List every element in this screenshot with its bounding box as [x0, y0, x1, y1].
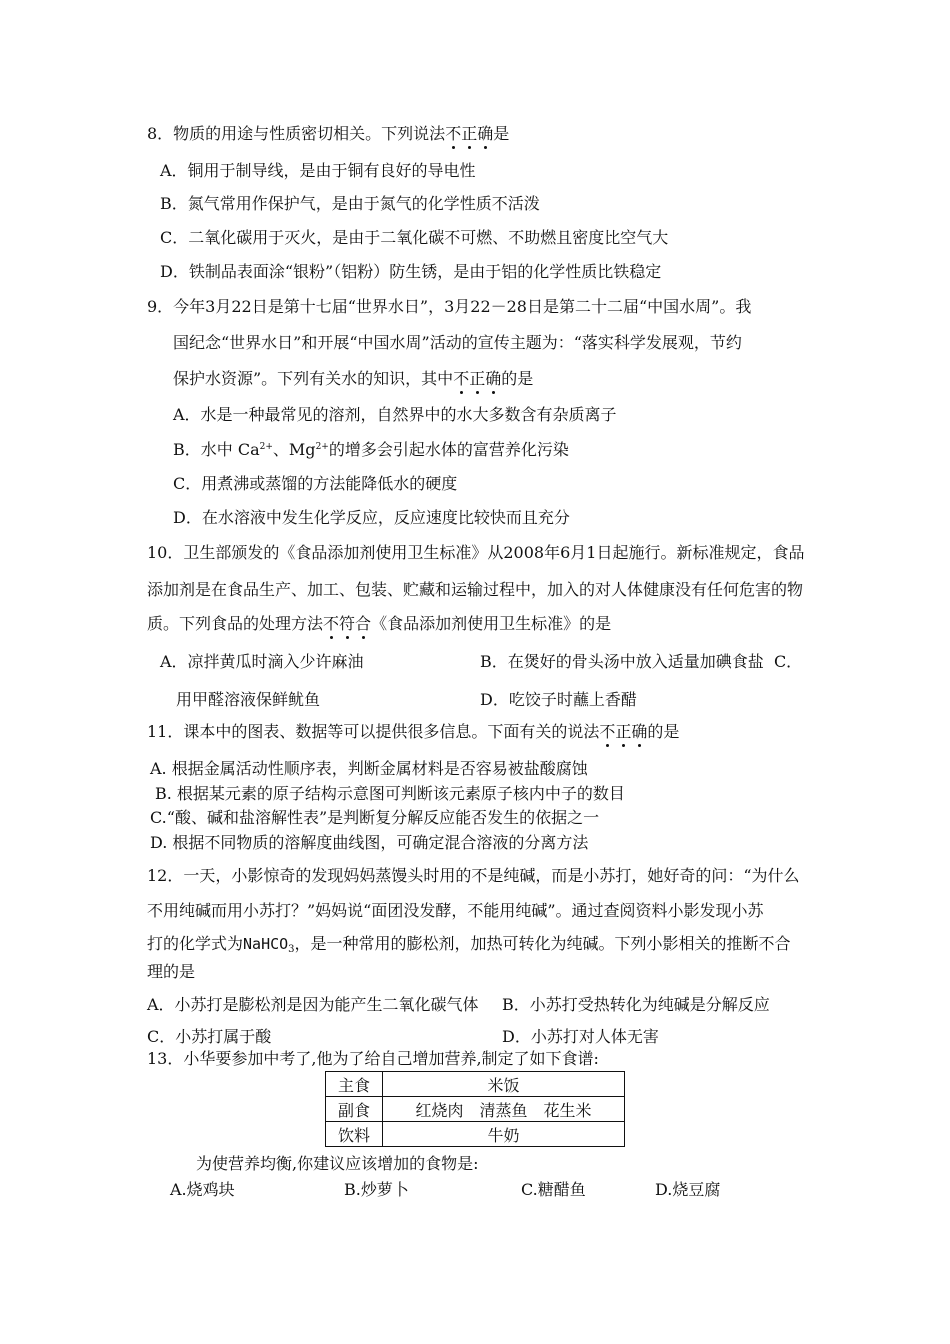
q11-option-d: D. 根据不同物质的溶解度曲线图，可确定混合溶液的分离方法 — [150, 833, 589, 852]
q9-stem-line2: 国纪念“世界水日”和开展“中国水周”活动的宣传主题为：“落实科学发展观，节约 — [173, 333, 742, 352]
q12-stem-text: ，是一种常用的膨松剂，加热可转化为纯碱。下列小影相关的推断不合 — [294, 934, 791, 953]
q11-option-b: B. 根据某元素的原子结构示意图可判断该元素原子核内中子的数目 — [155, 784, 625, 803]
q12-option-a: A．小苏打是膨松剂是因为能产生二氧化碳气体 — [147, 995, 479, 1014]
q10-b-text: B．在煲好的骨头汤中放入适量加碘食盐 — [480, 652, 764, 671]
q10-option-a: A．凉拌黄瓜时滴入少许麻油 — [160, 652, 364, 671]
table-row — [326, 1097, 625, 1122]
menu-category: 饮料 — [326, 1122, 383, 1147]
q10-c-label: C． — [773, 652, 803, 671]
q11-option-a: A. 根据金属活动性顺序表，判断金属材料是否容易被盐酸腐蚀 — [150, 759, 588, 778]
table-row — [326, 1122, 625, 1147]
q13-option-a: A.烧鸡块 — [170, 1180, 235, 1199]
menu-category: 主食 — [326, 1072, 383, 1097]
q9-stem-tail: 的是 — [501, 369, 534, 388]
table-row — [326, 1072, 625, 1097]
q12-stem-line4: 理的是 — [147, 962, 196, 981]
emph-char: 合 — [355, 614, 372, 633]
q8-option-a: A．铜用于制导线，是由于铜有良好的导电性 — [160, 161, 476, 180]
emph-char: 确 — [631, 722, 648, 741]
chemical-formula: NaHCO — [243, 935, 289, 953]
menu-table — [325, 1071, 625, 1147]
q12-option-b: B．小苏打受热转化为纯碱是分解反应 — [502, 995, 770, 1014]
ion-charge: 2+ — [315, 442, 329, 452]
menu-items — [383, 1097, 625, 1122]
menu-food: 牛奶 — [487, 1125, 520, 1145]
q10-stem-text: 质。下列食品的处理方法 — [147, 614, 324, 633]
q12-stem-text: 打的化学式为 — [147, 934, 244, 953]
q12-stem-line1: 12．一天，小影惊奇的发现妈妈蒸馒头时用的不是纯碱，而是小苏打，她好奇的问：“为什么 — [147, 866, 800, 885]
emph-char: 正 — [469, 369, 486, 388]
q12-stem-line3 — [147, 934, 791, 957]
emph-char: 不 — [453, 369, 470, 388]
emph-char: 正 — [615, 722, 632, 741]
q8-stem — [147, 124, 509, 144]
q12-option-d: D．小苏打对人体无害 — [502, 1027, 659, 1046]
q8-stem-text: 8．物质的用途与性质密切相关。下列说法 — [147, 124, 446, 143]
q9-b-text: B．水中 Ca — [173, 440, 260, 459]
q12-option-c: C．小苏打属于酸 — [147, 1027, 272, 1046]
menu-items — [383, 1072, 625, 1097]
q11-stem-text: 11．课本中的图表、数据等可以提供很多信息。下面有关的说法 — [147, 722, 600, 741]
emph-char: 确 — [485, 369, 502, 388]
q9-stem-line3 — [173, 369, 533, 389]
formula-subscript: 3 — [288, 944, 295, 955]
q9-option-c: C．用煮沸或蒸馏的方法能降低水的硬度 — [173, 474, 458, 493]
menu-food: 米饭 — [487, 1075, 520, 1095]
emph-char: 不 — [599, 722, 616, 741]
q9-option-b — [173, 440, 569, 460]
q9-stem-text: 保护水资源”。下列有关水的知识，其中 — [173, 369, 454, 388]
q9-option-d: D．在水溶液中发生化学反应，反应速度比较快而且充分 — [173, 508, 570, 527]
menu-items — [383, 1122, 625, 1147]
q10-stem-tail: 《食品添加剂使用卫生标准》的是 — [371, 614, 612, 633]
menu-food: 红烧肉 — [415, 1100, 464, 1120]
q9-option-a: A．水是一种最常见的溶剂，自然界中的水大多数含有杂质离子 — [173, 405, 617, 424]
q13-stem: 13．小华要参加中考了,他为了给自己增加营养,制定了如下食谱: — [147, 1049, 599, 1068]
emph-char: 正 — [461, 124, 478, 143]
q9-stem-line1: 9．今年3月22日是第十七届“世界水日”，3月22－28日是第二十二届“中国水周”。我 — [147, 297, 752, 316]
menu-food: 清蒸鱼 — [479, 1100, 528, 1120]
q12-stem-line2: 不用纯碱而用小苏打？”妈妈说“面团没发酵，不能用纯碱”。通过查阅资料小影发现小苏 — [147, 901, 764, 920]
q11-stem — [147, 722, 679, 742]
emph-char: 不 — [323, 614, 340, 633]
q9-b-text: 的增多会引起水体的富营养化污染 — [328, 440, 569, 459]
menu-food: 花生米 — [543, 1100, 592, 1120]
menu-category: 副食 — [326, 1097, 383, 1122]
q10-stem-line1: 10．卫生部颁发的《食品添加剂使用卫生标准》从2008年6月1日起施行。新标准规定，食品 — [147, 543, 805, 562]
q8-option-b: B．氮气常用作保护气，是由于氮气的化学性质不活泼 — [160, 194, 540, 213]
emph-char: 不 — [445, 124, 462, 143]
q11-stem-tail: 的是 — [647, 722, 680, 741]
q11-option-c: C.“酸、碱和盐溶解性表”是判断复分解反应能否发生的依据之一 — [150, 808, 600, 827]
q10-stem-line2: 添加剂是在食品生产、加工、包装、贮藏和运输过程中，加入的对人体健康没有任何危害的物 — [147, 580, 804, 599]
q8-option-c: C．二氧化碳用于灭火，是由于二氧化碳不可燃、不助燃且密度比空气大 — [160, 228, 669, 247]
q8-stem-tail: 是 — [493, 124, 510, 143]
ion-charge: 2+ — [259, 442, 273, 452]
q8-option-d: D．铁制品表面涂“银粉”（铝粉）防生锈，是由于铝的化学性质比铁稳定 — [160, 262, 662, 281]
q10-option-c: 用甲醛溶液保鲜鱿鱼 — [176, 690, 321, 709]
q13-option-b: B.炒萝卜 — [344, 1180, 409, 1199]
emph-char: 符 — [339, 614, 356, 633]
q10-stem-line3 — [147, 614, 611, 634]
q9-b-text: 、Mg — [272, 440, 316, 459]
emph-char: 确 — [477, 124, 494, 143]
q13-option-c: C.糖醋鱼 — [521, 1180, 586, 1199]
q10-option-d: D．吃饺子时蘸上香醋 — [480, 690, 637, 709]
q13-prompt: 为使营养均衡,你建议应该增加的食物是: — [196, 1154, 479, 1173]
q13-option-d: D.烧豆腐 — [655, 1180, 721, 1199]
q10-option-b — [480, 652, 802, 672]
